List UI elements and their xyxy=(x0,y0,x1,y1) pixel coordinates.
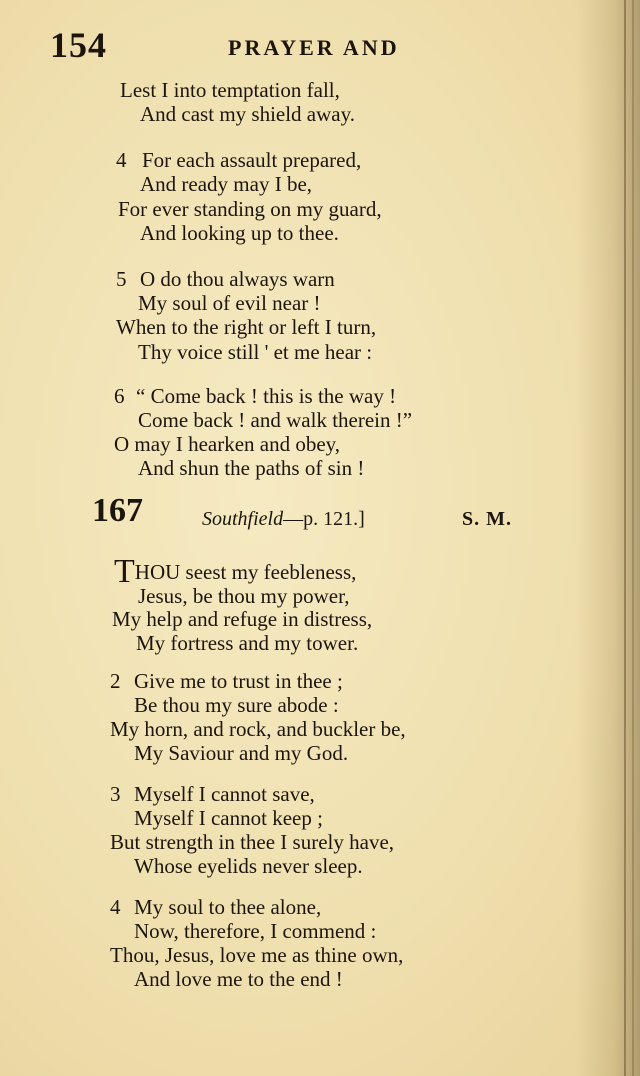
verse-line: Come back ! and walk therein !” xyxy=(138,408,413,432)
verse-line: When to the right or left I turn, xyxy=(116,315,377,339)
verse-line: Give me to trust in thee ; xyxy=(134,669,343,693)
verse-line: O may I hearken and obey, xyxy=(114,432,341,456)
verse-line: My horn, and rock, and buckler be, xyxy=(110,717,406,741)
verse-line: And looking up to thee. xyxy=(140,221,339,245)
stanza-number: 4 xyxy=(116,148,127,172)
hymn-number: 167 xyxy=(92,492,143,529)
hymn-meter: S. M. xyxy=(462,508,512,530)
verse-line: Lest I into temptation fall, xyxy=(120,78,340,102)
running-title: PRAYER AND xyxy=(228,35,400,60)
verse-line: O do thou always warn xyxy=(140,267,335,291)
verse-line: My Saviour and my God. xyxy=(134,741,349,765)
page-edge-line xyxy=(632,0,634,1076)
verse-line: And ready may I be, xyxy=(140,172,313,196)
drop-cap: T xyxy=(114,553,135,590)
tune-page-ref: —p. 121.] xyxy=(283,508,365,530)
page-header xyxy=(50,24,520,68)
verse-line: My soul to thee alone, xyxy=(134,895,322,919)
verse-line: And cast my shield away. xyxy=(140,102,356,126)
verse-line: For ever standing on my guard, xyxy=(118,197,382,221)
verse-line: Jesus, be thou my power, xyxy=(138,584,350,608)
verse-line: But strength in thee I surely have, xyxy=(110,830,395,854)
verse-line: And shun the paths of sin ! xyxy=(138,456,365,480)
verse-line: My soul of evil near ! xyxy=(138,291,321,315)
stanza-number: 6 xyxy=(114,384,125,408)
verse-line-text: HOU seest my feebleness, xyxy=(134,560,357,584)
verse-line: My help and refuge in distress, xyxy=(112,607,373,631)
stanza-number: 5 xyxy=(116,267,127,291)
page-edge-line xyxy=(624,0,626,1076)
verse-line: Thou, Jesus, love me as thine own, xyxy=(110,943,404,967)
verse-line: Whose eyelids never sleep. xyxy=(134,854,363,878)
tune-name: Southfield xyxy=(202,508,284,530)
page-number: 154 xyxy=(50,25,107,65)
verse-line: Be thou my sure abode : xyxy=(134,693,339,717)
verse-line: And love me to the end ! xyxy=(134,967,343,991)
verse-line: For each assault prepared, xyxy=(142,148,362,172)
verse-line: My fortress and my tower. xyxy=(136,631,359,655)
stanza-number: 2 xyxy=(110,669,121,693)
verse-line: Thy voice still ' et me hear : xyxy=(138,340,373,364)
hymn-heading xyxy=(92,492,532,536)
verse-line: Myself I cannot save, xyxy=(134,782,315,806)
first-verse-line xyxy=(114,553,357,590)
stanza-number: 3 xyxy=(110,782,121,806)
tune-reference xyxy=(202,508,365,531)
verse-line: “ Come back ! this is the way ! xyxy=(136,384,397,408)
verse-line: Myself I cannot keep ; xyxy=(134,806,323,830)
verse-line: Now, therefore, I commend : xyxy=(134,919,377,943)
stanza-number: 4 xyxy=(110,895,121,919)
